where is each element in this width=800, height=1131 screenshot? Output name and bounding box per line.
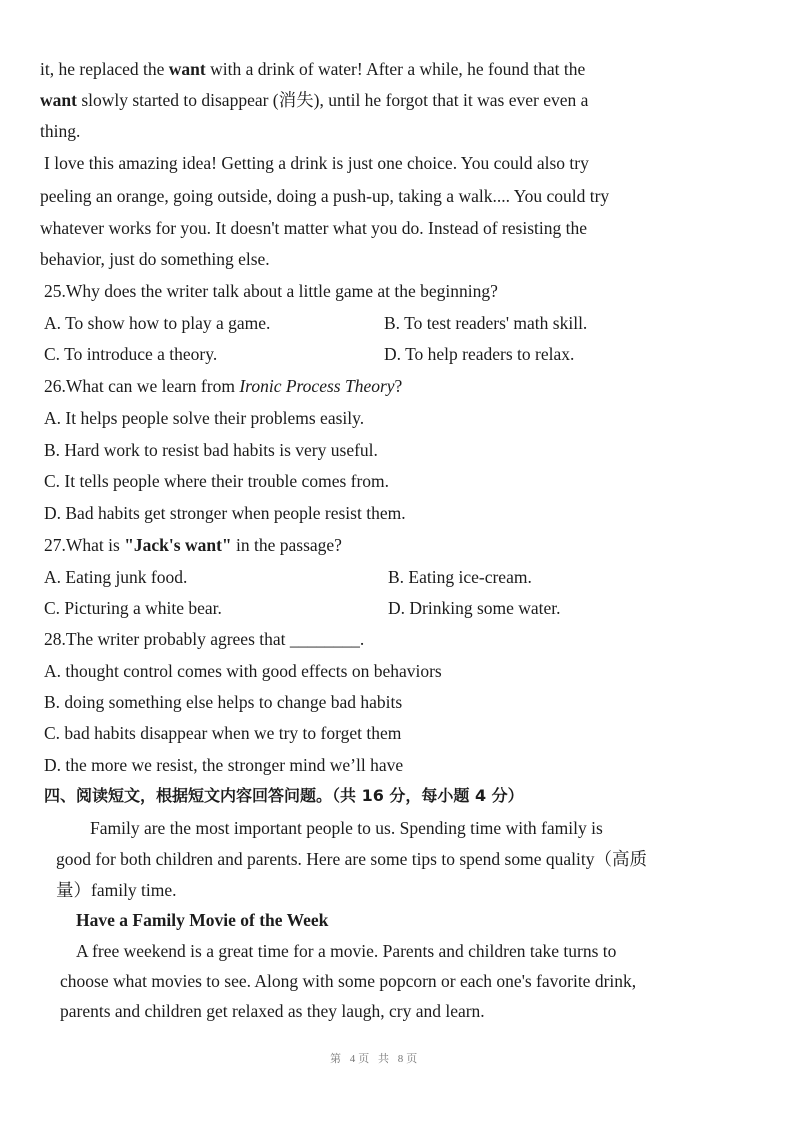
question-stem: 25.Why does the writer talk about a little game at the beginning? — [44, 281, 498, 301]
option-b: B. doing something else helps to change bad habits — [44, 692, 403, 712]
option-d: D. To help readers to relax. — [384, 344, 575, 364]
passage-line: I love this amazing idea! Getting a drink is just one choice. You could also try — [44, 153, 589, 173]
option-b: B. Hard work to resist bad habits is very useful. — [44, 440, 378, 460]
passage-line: peeling an orange, going outside, doing a push-up, taking a walk.... You could try — [40, 186, 610, 206]
question-stem: 27.What is "Jack's want" in the passage? — [44, 535, 342, 555]
section-heading: 四、阅读短文，根据短文内容回答问题。（共 16 分，每小题 4 分） — [44, 786, 524, 805]
page-footer: 第 4页 共 8页 — [330, 1053, 421, 1065]
option-a: A. It helps people solve their problems easily. — [44, 408, 365, 428]
option-a: A. To show how to play a game. — [44, 313, 271, 333]
passage-line: want slowly started to disappear (消失), until he forgot that it was ever even a — [40, 90, 589, 110]
intro-line: Family are the most important people to us. Spending time with family is — [90, 818, 603, 838]
passage-line: whatever works for you. It doesn't matter what you do. Instead of resisting the — [40, 218, 587, 238]
option-c: C. Picturing a white bear. — [44, 598, 222, 618]
question-stem: 26.What can we learn from Ironic Process Theory? — [44, 376, 403, 396]
passage-line: behavior, just do something else. — [40, 249, 270, 269]
option-b: B. Eating ice-cream. — [388, 567, 532, 587]
option-c: C. To introduce a theory. — [44, 344, 218, 364]
option-d: D. the more we resist, the stronger mind we’ll have — [44, 755, 404, 775]
option-c: C. bad habits disappear when we try to forget them — [44, 723, 402, 743]
question-stem: 28.The writer probably agrees that ________. — [44, 629, 365, 649]
para-line: choose what movies to see. Along with some popcorn or each one's favorite drink, — [60, 971, 637, 991]
option-a: A. thought control comes with good effects on behaviors — [44, 661, 442, 681]
option-d: D. Drinking some water. — [388, 598, 561, 618]
subheading: Have a Family Movie of the Week — [76, 910, 329, 930]
para-line: A free weekend is a great time for a movie. Parents and children take turns to — [76, 941, 617, 961]
passage-line: it, he replaced the want with a drink of water! After a while, he found that the — [40, 59, 586, 79]
intro-line: 量）family time. — [56, 880, 177, 900]
option-a: A. Eating junk food. — [44, 567, 188, 587]
passage-line: thing. — [40, 121, 81, 141]
option-c: C. It tells people where their trouble comes from. — [44, 471, 390, 491]
option-b: B. To test readers' math skill. — [384, 313, 588, 333]
para-line: parents and children get relaxed as they laugh, cry and learn. — [60, 1001, 485, 1021]
intro-line: good for both children and parents. Here are some tips to spend some quality（高质 — [56, 849, 647, 869]
option-d: D. Bad habits get stronger when people resist them. — [44, 503, 406, 523]
